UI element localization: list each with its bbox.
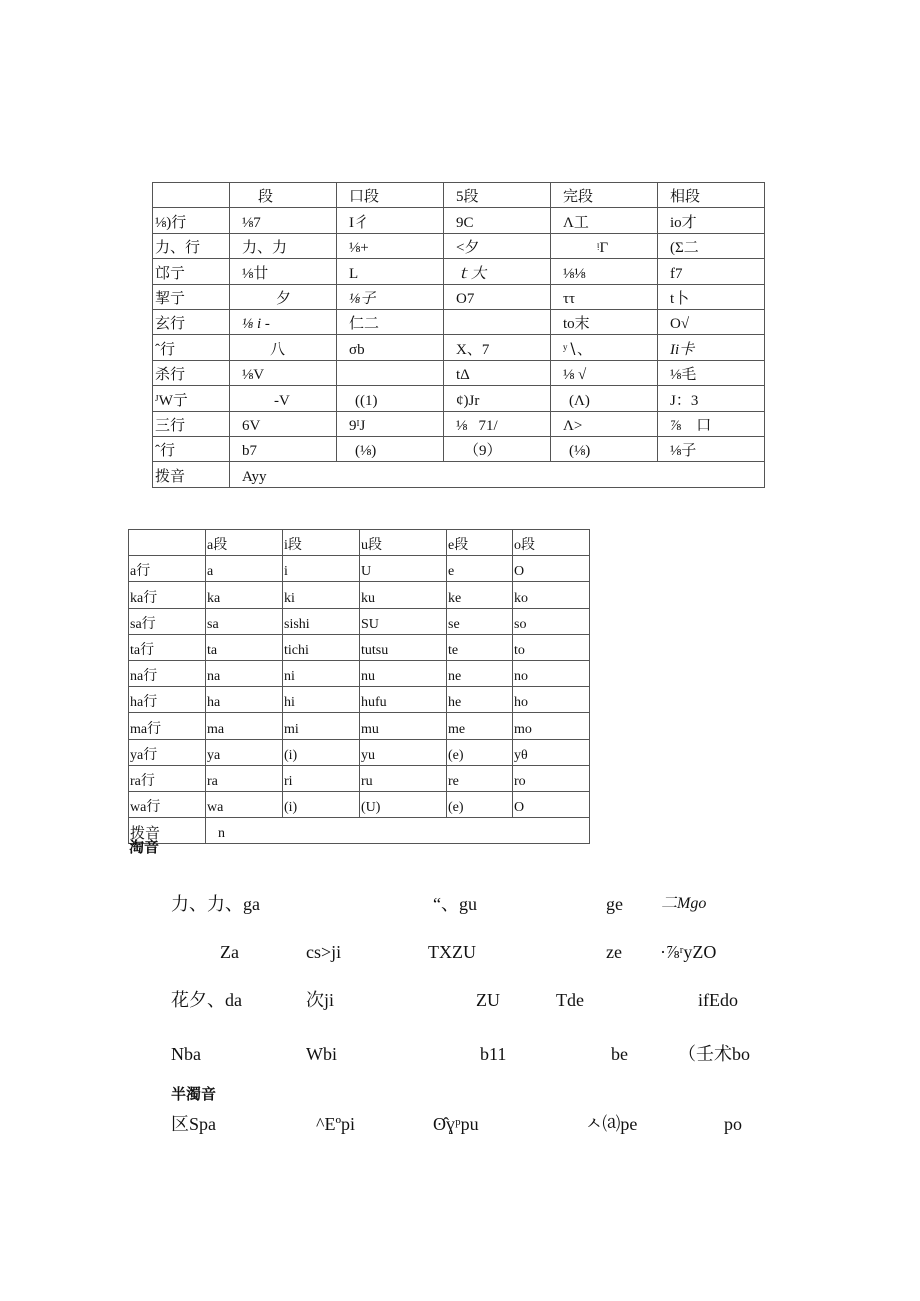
- table-cell: [444, 309, 551, 334]
- table-cell: wa: [206, 791, 283, 817]
- row-label: na行: [129, 660, 206, 686]
- table-cell: 9C: [444, 208, 551, 233]
- table-row: [129, 791, 590, 817]
- table-cell: ⅛ √: [551, 360, 658, 385]
- table-cell: ya: [206, 739, 283, 765]
- header-cell: 5段: [444, 183, 551, 208]
- table-cell: tutsu: [360, 634, 447, 660]
- table-cell: ni: [283, 660, 360, 686]
- dakuon-item: 花夕、da: [171, 990, 242, 1010]
- table-cell: ⅛ i -: [230, 309, 337, 334]
- table-cell: yθ: [513, 739, 590, 765]
- table-cell: i: [283, 556, 360, 582]
- header-cell: a段: [206, 530, 283, 556]
- table-cell: n: [206, 818, 590, 844]
- table-cell: Λ>: [551, 411, 658, 436]
- row-label: ma行: [129, 713, 206, 739]
- dakuon-item: 力、力、ga: [171, 894, 260, 914]
- table-cell: se: [447, 608, 513, 634]
- table-row: [153, 208, 765, 233]
- table-cell: ᵎΓ: [551, 233, 658, 258]
- table-cell: X、7: [444, 335, 551, 360]
- header-cell: i段: [283, 530, 360, 556]
- table-cell: te: [447, 634, 513, 660]
- dakuon-item: Za: [220, 942, 239, 962]
- table-cell: ku: [360, 582, 447, 608]
- table-cell: ru: [360, 765, 447, 791]
- handakuon-item: 区Spa: [171, 1114, 216, 1134]
- table-cell: J：3: [658, 386, 765, 411]
- table-row: [129, 687, 590, 713]
- table-cell: L: [337, 259, 444, 284]
- row-label: ra行: [129, 765, 206, 791]
- header-cell: 相段: [658, 183, 765, 208]
- row-label: 拨音: [129, 818, 206, 844]
- handakuon-heading: 半濁音: [171, 1085, 217, 1103]
- row-label: ha行: [129, 687, 206, 713]
- table-cell: me: [447, 713, 513, 739]
- kana-table-garbled: [152, 182, 765, 488]
- table-cell: (⅛): [337, 436, 444, 461]
- dakuon-item: b11: [480, 1044, 507, 1064]
- row-label: 三行: [153, 411, 230, 436]
- table-cell: ma: [206, 713, 283, 739]
- table-row: [153, 411, 765, 436]
- table-cell: (⅛): [551, 436, 658, 461]
- dakuon-item: Tde: [556, 990, 584, 1010]
- table-cell: ʸ∖、: [551, 335, 658, 360]
- table-cell: to: [513, 634, 590, 660]
- table-cell: tΔ: [444, 360, 551, 385]
- table-row: [153, 462, 765, 487]
- header-cell: 口段: [337, 183, 444, 208]
- table-cell: O√: [658, 309, 765, 334]
- table-cell: ⅛⅛: [551, 259, 658, 284]
- handakuon-item: po: [724, 1114, 742, 1134]
- table-cell: ⅞ 口: [658, 411, 765, 436]
- dakuon-item: “、gu: [433, 894, 477, 914]
- row-label: ta行: [129, 634, 206, 660]
- table-cell: mo: [513, 713, 590, 739]
- table-cell: he: [447, 687, 513, 713]
- dakuon-heading: 淘音: [129, 838, 160, 856]
- row-label: ka行: [129, 582, 206, 608]
- table-cell: tichi: [283, 634, 360, 660]
- row-label: sa行: [129, 608, 206, 634]
- table-cell: -V: [230, 386, 337, 411]
- table-header-row: [129, 530, 590, 556]
- table-cell: ⅛毛: [658, 360, 765, 385]
- table-row: [153, 335, 765, 360]
- row-label: 杀行: [153, 360, 230, 385]
- table-cell: U: [360, 556, 447, 582]
- header-cell: [153, 183, 230, 208]
- row-label: ᴶW亍: [153, 386, 230, 411]
- table-cell: (Σ二: [658, 233, 765, 258]
- table-row: [153, 386, 765, 411]
- table-cell: ⅛+: [337, 233, 444, 258]
- table-cell: ke: [447, 582, 513, 608]
- table-cell: ko: [513, 582, 590, 608]
- table-cell: yu: [360, 739, 447, 765]
- table-cell: sishi: [283, 608, 360, 634]
- table-cell: Λ工: [551, 208, 658, 233]
- dakuon-item: ZU: [476, 990, 500, 1010]
- table-cell: Ii卡: [658, 335, 765, 360]
- table-cell: ri: [283, 765, 360, 791]
- table-row: [129, 660, 590, 686]
- row-label: wa行: [129, 791, 206, 817]
- table-cell: I彳: [337, 208, 444, 233]
- table-cell: no: [513, 660, 590, 686]
- table-cell: 6V: [230, 411, 337, 436]
- table-cell: ⅛ 71/: [444, 411, 551, 436]
- table-cell: hufu: [360, 687, 447, 713]
- table-cell: ho: [513, 687, 590, 713]
- header-cell: 完段: [551, 183, 658, 208]
- table-cell: O7: [444, 284, 551, 309]
- table-row: [153, 309, 765, 334]
- dakuon-item: ge: [606, 894, 623, 914]
- table-row: [129, 739, 590, 765]
- table-cell: ⅛7: [230, 208, 337, 233]
- table-cell: b7: [230, 436, 337, 461]
- dakuon-item: （壬术bo: [678, 1044, 750, 1064]
- handakuon-item: ㅅ⒜pe: [585, 1114, 638, 1134]
- row-label: ˆ行: [153, 335, 230, 360]
- table-header-row: [153, 183, 765, 208]
- table-row: [129, 713, 590, 739]
- row-label: 挈亍: [153, 284, 230, 309]
- table-cell: ne: [447, 660, 513, 686]
- table-cell: (i): [283, 791, 360, 817]
- romaji-table: [128, 529, 590, 844]
- table-row: [129, 634, 590, 660]
- table-cell: ⅛子: [658, 436, 765, 461]
- table-cell: so: [513, 608, 590, 634]
- dakuon-item: ifEdo: [698, 990, 738, 1010]
- table-cell: re: [447, 765, 513, 791]
- table-cell: to末: [551, 309, 658, 334]
- row-label: ˆ行: [153, 436, 230, 461]
- table-row: [153, 284, 765, 309]
- table-cell: ro: [513, 765, 590, 791]
- table-cell: io才: [658, 208, 765, 233]
- handakuon-item: ^Eºpi: [316, 1114, 356, 1134]
- table-cell: ｔ大: [444, 259, 551, 284]
- table-cell: a: [206, 556, 283, 582]
- table-cell: O: [513, 556, 590, 582]
- table-row: [153, 436, 765, 461]
- table-cell: nu: [360, 660, 447, 686]
- table-cell: ⅛廿: [230, 259, 337, 284]
- table-cell: (i): [283, 739, 360, 765]
- dakuon-item: be: [611, 1044, 628, 1064]
- dakuon-item: ·⅞ʳyZO: [660, 942, 717, 962]
- table-cell: O: [513, 791, 590, 817]
- dakuon-item: ze: [606, 942, 622, 962]
- header-cell: 段: [230, 183, 337, 208]
- table-cell: (e): [447, 791, 513, 817]
- table-cell: na: [206, 660, 283, 686]
- header-cell: o段: [513, 530, 590, 556]
- table-cell: f7: [658, 259, 765, 284]
- dakuon-item: cs>ji: [306, 942, 342, 962]
- table-cell: t卜: [658, 284, 765, 309]
- table-row: [153, 360, 765, 385]
- table-cell: ((1): [337, 386, 444, 411]
- table-cell: 仁二: [337, 309, 444, 334]
- row-label: ⅛)行: [153, 208, 230, 233]
- table-cell: ττ: [551, 284, 658, 309]
- table-cell: ¢)Jr: [444, 386, 551, 411]
- table-cell: e: [447, 556, 513, 582]
- dakuon-item: Nba: [171, 1044, 201, 1064]
- row-label: a行: [129, 556, 206, 582]
- row-label: 拨音: [153, 462, 230, 487]
- table-cell: ra: [206, 765, 283, 791]
- table-cell: (U): [360, 791, 447, 817]
- table-cell: (Λ): [551, 386, 658, 411]
- table-cell: sa: [206, 608, 283, 634]
- row-label: 力、行: [153, 233, 230, 258]
- table-cell: 夕: [230, 284, 337, 309]
- dakuon-item: 二Mgo: [661, 895, 707, 912]
- row-label: 玄行: [153, 309, 230, 334]
- row-label: 邙亍: [153, 259, 230, 284]
- header-cell: e段: [447, 530, 513, 556]
- dakuon-item: TXZU: [428, 942, 476, 962]
- table-cell: 八: [230, 335, 337, 360]
- table-cell: mi: [283, 713, 360, 739]
- table-row: [153, 233, 765, 258]
- header-cell: u段: [360, 530, 447, 556]
- handakuon-item: ʘ̂ɣᵖpu: [433, 1114, 479, 1134]
- table-row: [153, 259, 765, 284]
- table-cell: Ayy: [230, 462, 765, 487]
- table-cell: ki: [283, 582, 360, 608]
- table-row: [129, 765, 590, 791]
- dakuon-item: 次ji: [306, 990, 335, 1010]
- table-cell: ta: [206, 634, 283, 660]
- table-row: [129, 582, 590, 608]
- table-cell: mu: [360, 713, 447, 739]
- row-label: ya行: [129, 739, 206, 765]
- table-cell: 9ᴵJ: [337, 411, 444, 436]
- table-cell: hi: [283, 687, 360, 713]
- table-cell: （9）: [444, 436, 551, 461]
- table-cell: ⅛V: [230, 360, 337, 385]
- table-cell: ⅛子: [337, 284, 444, 309]
- table-row: [129, 556, 590, 582]
- dakuon-item: Wbi: [306, 1044, 337, 1064]
- table-row: [129, 608, 590, 634]
- table-cell: (e): [447, 739, 513, 765]
- table-cell: 力、力: [230, 233, 337, 258]
- table-cell: <夕: [444, 233, 551, 258]
- table-cell: SU: [360, 608, 447, 634]
- header-cell: [129, 530, 206, 556]
- table-cell: ha: [206, 687, 283, 713]
- table-cell: [337, 360, 444, 385]
- table-row: [129, 818, 590, 844]
- table-cell: ka: [206, 582, 283, 608]
- table-cell: σb: [337, 335, 444, 360]
